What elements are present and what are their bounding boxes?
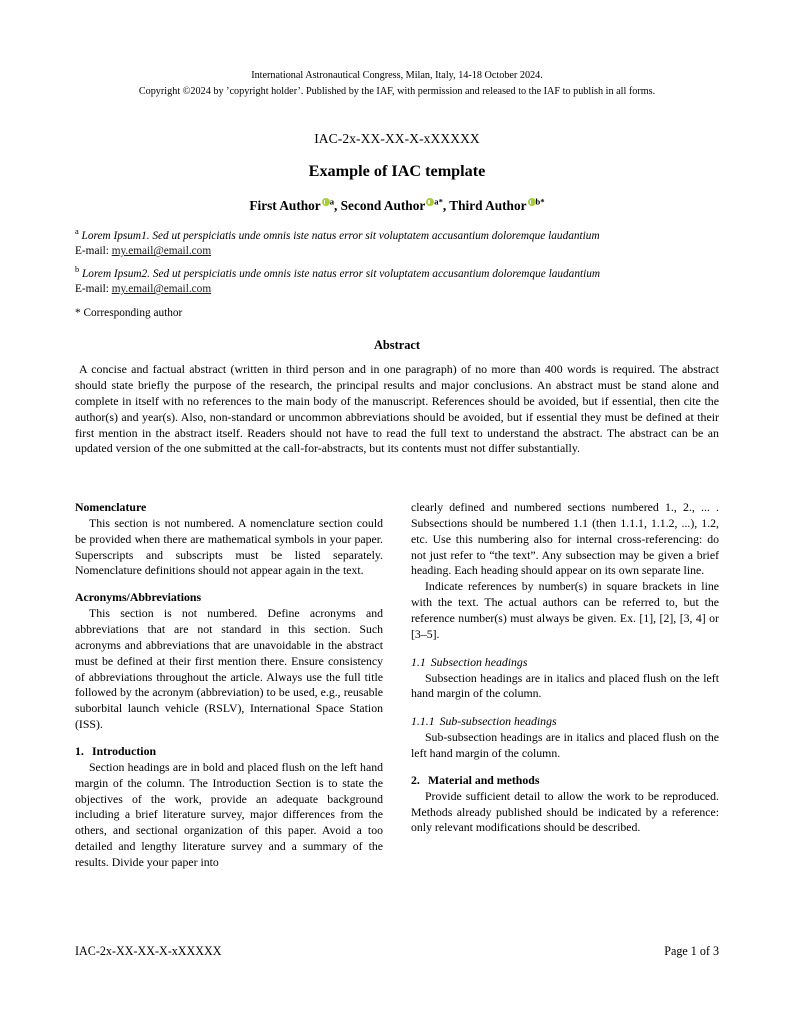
- author-entry: [249, 198, 334, 213]
- author-list: [75, 198, 719, 214]
- header-congress-line: International Astronautical Congress, Milan, Italy, 14-18 October 2024.: [251, 70, 543, 81]
- body-columns: [75, 500, 719, 905]
- paragraph-subsection-1-1: Subsection headings are in italics and placed flush on the left hand margin of the column.: [411, 670, 719, 701]
- author-entry: [449, 198, 544, 213]
- author-separator: ,: [334, 198, 341, 213]
- affiliation-text-b: [75, 267, 719, 281]
- section-number: 2.: [411, 772, 420, 787]
- affiliation-marker: a: [75, 227, 79, 237]
- paragraph-introduction-continued: clearly defined and numbered sections numbered 1., 2., ... . Subsections should be numbered 1.1 (then 1.1.1, 1.1.2, ...), 1.2, etc. Use this numbering also for internal cross-referencing: do not just refer to “the text”. Any subsection may be given a brief heading. Each heading should appear on its own separate line.: [411, 500, 719, 578]
- email-link[interactable]: my.email@email.com: [111, 283, 212, 296]
- orcid-icon[interactable]: [528, 198, 536, 206]
- paper-id: IAC-2x-XX-XX-X-xXXXXX: [314, 131, 480, 146]
- paragraph-references-guidance: Indicate references by number(s) in square brackets in line with the text. The actual authors can be referred to, but the reference number(s) must always be given. Ex. [1], [2], [3, 4] or [3–5].: [411, 579, 719, 641]
- author-entry: [341, 198, 443, 213]
- affiliation-email-line: [75, 281, 719, 297]
- email-link[interactable]: my.email@email.com: [111, 245, 212, 258]
- email-label: E-mail:: [75, 283, 112, 296]
- heading-nomenclature: Nomenclature: [75, 500, 147, 514]
- author-affiliation-marker: a: [329, 196, 334, 207]
- heading-material-and-methods: [411, 773, 719, 789]
- affiliation-marker: b: [75, 265, 80, 275]
- subsection-title: Subsection headings: [430, 654, 528, 669]
- section-title: Introduction: [92, 744, 157, 759]
- affiliation-block: [75, 229, 719, 319]
- author-name: Third Author: [449, 198, 527, 213]
- header-copyright-line: Copyright ©2024 by ’copyright holder’. Published by the IAF, with permission and released to the IAF to publish in all forms.: [138, 85, 656, 97]
- affiliation-body: Lorem Ipsum2. Sed ut perspiciatis unde omnis iste natus error sit voluptatem accusantium doloremque laudantium: [82, 267, 601, 280]
- abstract-heading: Abstract: [373, 338, 421, 352]
- email-label: E-mail:: [75, 245, 112, 258]
- column-left: [75, 500, 383, 871]
- author-affiliation-marker: a*: [434, 196, 443, 207]
- footer-paper-id: IAC-2x-XX-XX-X-xXXXXX: [75, 944, 222, 958]
- paragraph-acronyms: This section is not numbered. Define acronyms and abbreviations that are not standard in this section. Such acronyms and abbreviations that are unavoidable in the abstract must be defined at their first mention there. Ensure consistency of abbreviations throughout the article. Always use the full title followed by the acronym (abbreviation) to be used, e.g., reusable suborbital launch vehicle (RSLV), International Space Station (ISS).: [75, 606, 383, 732]
- affiliation-body: Lorem Ipsum1. Sed ut perspiciatis unde omnis iste natus error sit voluptatem accusantium doloremque laudantium: [81, 230, 600, 242]
- abstract-body: A concise and factual abstract (written in third person and in one paragraph) of no more than 400 words is required. The abstract should state briefly the purpose of the research, the principal results and major conclusions. An abstract must be stand alone and complete in itself with no references to the main body of the manuscript. References should be avoided, but if essential, then cite the author(s) and year(s). Also, non-standard or uncommon abbreviations should be avoided, but if essential they must be defined at their first mention in the abstract itself. Readers should not have to read the full text to understand the abstract. The abstract can be an updated version of the one submitted at the call-for-abstracts, but its contents must not differ substantially.: [75, 362, 719, 456]
- subsubsection-number: 1.1.1: [411, 714, 435, 729]
- affiliation-entry: [75, 267, 719, 298]
- heading-acronyms: Acronyms/Abbreviations: [75, 590, 202, 605]
- column-right: [411, 500, 719, 836]
- corresponding-author-note: * Corresponding author: [75, 306, 183, 319]
- heading-subsection-1-1: [411, 655, 719, 671]
- affiliation-text-a: [75, 229, 719, 243]
- orcid-icon[interactable]: [322, 198, 330, 206]
- heading-introduction: [75, 744, 383, 760]
- running-header: [75, 68, 719, 100]
- paragraph-introduction: Section headings are in bold and placed flush on the left hand margin of the column. The Introduction Section is to state the objectives of the work, provide an adequate background including a brief literature survey, major differences from the others, and sectional organization of this paper. Avoid a too detailed and lengthy literature survey and a summary of the results. Divide your paper into: [75, 759, 383, 870]
- page-title: Example of IAC template: [308, 162, 486, 180]
- affiliation-entry: [75, 229, 719, 260]
- affiliation-email-line: [75, 243, 719, 259]
- footer-page-number: Page 1 of 3: [664, 944, 719, 958]
- paragraph-subsection-1-1-1: Sub-subsection headings are in italics and placed flush on the left hand margin of the column.: [411, 730, 719, 761]
- author-name: Second Author: [340, 198, 426, 213]
- author-affiliation-marker: b*: [535, 196, 545, 207]
- author-name: First Author: [249, 198, 321, 213]
- section-title: Material and methods: [428, 772, 540, 787]
- subsection-number: 1.1: [411, 654, 426, 669]
- subsubsection-title: Sub-subsection headings: [439, 714, 557, 729]
- paragraph-nomenclature: This section is not numbered. A nomenclature section could be provided when there are mathematical symbols in your paper. Superscripts and subscripts must be listed separately. Nomenclature definitions should not appear again in the text.: [75, 515, 383, 578]
- page-footer: [75, 944, 719, 959]
- paragraph-material-and-methods: Provide sufficient detail to allow the work to be reproduced. Methods already published should be indicated by a reference: only relevant modifications should be described.: [411, 788, 719, 835]
- section-number: 1.: [75, 744, 84, 759]
- author-separator: ,: [442, 198, 450, 213]
- heading-subsection-1-1-1: [411, 714, 719, 730]
